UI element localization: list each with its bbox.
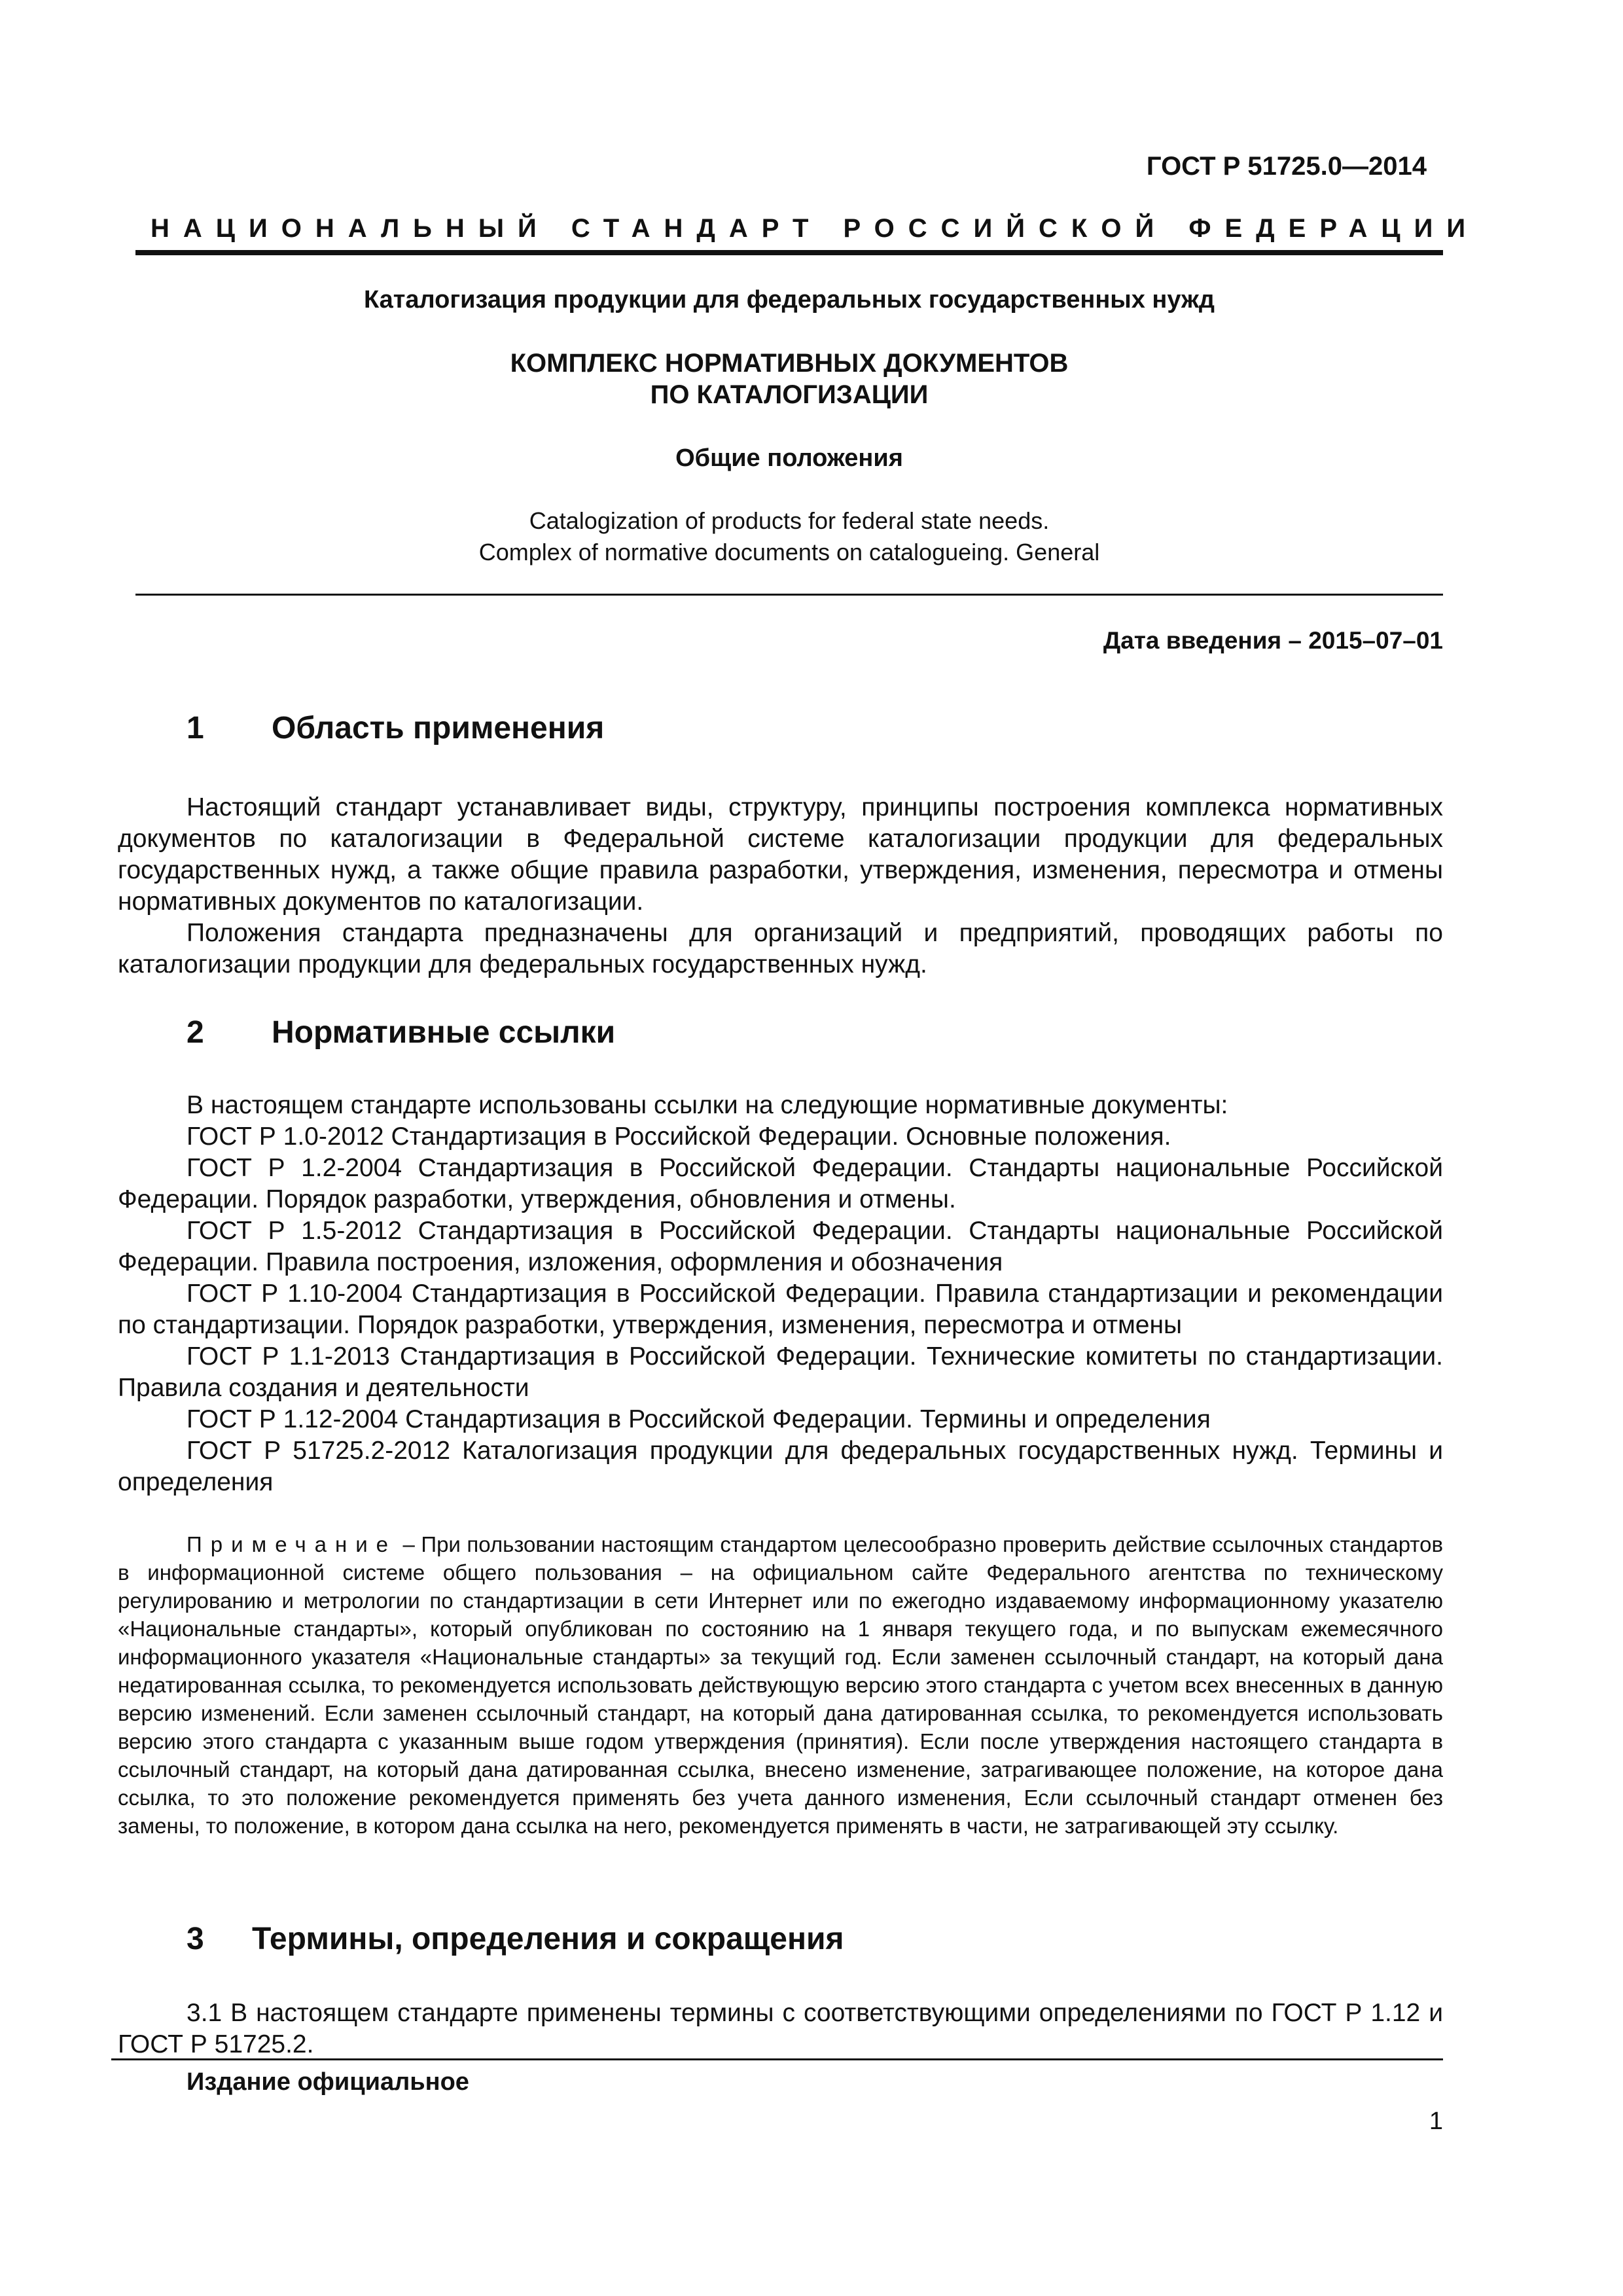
section-title: Нормативные ссылки [272, 1015, 616, 1050]
introduction-date: Дата введения – 2015–07–01 [1103, 627, 1443, 654]
paragraph: Настоящий стандарт устанавливает виды, структуру, принципы построения комплекса нормативных документов по каталогизации в Федеральной системе каталогизации продукции для федеральных государственных нужд, а также общие правила разработки, утверждения, изменения, пересмотра и отмены нормативных документов по каталогизации. [118, 793, 1443, 916]
reference-item: ГОСТ Р 1.10-2004 Стандартизация в Российской Федерации. Правила стандартизации и рекомендации по стандартизации. Порядок разработки, утверждения, изменения, пересмотра и отмены [118, 1280, 1443, 1339]
paragraph: В настоящем стандарте использованы ссылки на следующие нормативные документы: [187, 1091, 1228, 1119]
english-title [135, 505, 1443, 568]
section-number: 1 [187, 711, 204, 745]
document-title [135, 348, 1443, 410]
english-title-line1: Catalogization of products for federal state needs. [529, 507, 1050, 534]
english-title-line2: Complex of normative documents on catalogueing. General [478, 539, 1100, 565]
national-standard-banner: НАЦИОНАЛЬНЫЙ СТАНДАРТ РОССИЙСКОЙ ФЕДЕРАЦИИ [151, 214, 1480, 243]
document-title-line2: ПО КАТАЛОГИЗАЦИИ [650, 380, 929, 409]
paragraph: Положения стандарта предназначены для организаций и предприятий, проводящих работы по каталогизации продукции для федеральных государственных нужд. [118, 919, 1443, 978]
header-rule [135, 250, 1443, 255]
reference-item: ГОСТ Р 51725.2-2012 Каталогизация продукции для федеральных государственных нужд. Термины и определения [118, 1437, 1443, 1496]
note-text: – При пользовании настоящим стандартом целесообразно проверить действие ссылочных стандартов в информационной системе общего пользования – на официальном сайте Федерального агентства по техническому регулированию и метрологии по стандартизации в сети Интернет или по ежегодно издаваемому информационному указателю «Национальные стандарты», который опубликован по состоянию на 1 января текущего года, и по выпускам ежемесячного информационного указателя «Национальные стандарты» за текущий год. Если заменен ссылочный стандарт, на который дана недатированная ссылка, то рекомендуется использовать действующую версию этого стандарта с учетом всех внесенных в данную версию изменений. Если заменен ссылочный стандарт, на который дана датированная ссылка, то рекомендуется использовать версию этого стандарта с указанным выше годом утверждения (принятия). Если после утверждения настоящего стандарта в ссылочный стандарт, на который дана датированная ссылка, внесено изменение, затрагивающее положение, на которое дана ссылка, то это положение рекомендуется применять без учета данного изменения, Если ссылочный стандарт отменен без замены, то положение, в котором дана ссылка на него, рекомендуется применять в части, не затрагивающей эту ссылку. [118, 1532, 1443, 1838]
document-title-line1: КОМПЛЕКС НОРМАТИВНЫХ ДОКУМЕНТОВ [510, 349, 1069, 378]
reference-item: ГОСТ Р 1.1-2013 Стандартизация в Российской Федерации. Технические комитеты по стандартизации. Правила создания и деятельности [118, 1342, 1443, 1402]
note-paragraph [118, 1530, 1443, 1840]
document-code: ГОСТ Р 51725.0—2014 [1146, 152, 1427, 181]
document-subtitle: Каталогизация продукции для федеральных государственных нужд [363, 286, 1215, 314]
section-3-body [118, 1998, 1443, 2060]
section-number: 2 [187, 1015, 204, 1050]
reference-item: ГОСТ Р 1.0-2012 Стандартизация в Российской Федерации. Основные положения. [187, 1122, 1171, 1151]
section-1-body [118, 792, 1443, 980]
section-title: Термины, определения и сокращения [252, 1922, 844, 1956]
page-number: 1 [1429, 2108, 1443, 2135]
section-2-body [118, 1090, 1443, 1498]
note-label: Примечание [187, 1532, 397, 1556]
section-title: Область применения [272, 711, 605, 745]
paragraph: 3.1 В настоящем стандарте применены термины с соответствующими определениями по ГОСТ Р 1.12 и ГОСТ Р 51725.2. [118, 1999, 1443, 2058]
document-part-title: Общие положения [675, 444, 903, 472]
footer-rule [111, 2058, 1443, 2060]
title-rule [135, 594, 1443, 596]
reference-item: ГОСТ Р 1.12-2004 Стандартизация в Российской Федерации. Термины и определения [187, 1405, 1211, 1433]
section-number: 3 [187, 1922, 204, 1956]
edition-label: Издание официальное [187, 2068, 469, 2096]
reference-item: ГОСТ Р 1.5-2012 Стандартизация в Российской Федерации. Стандарты национальные Российской Федерации. Правила построения, изложения, оформления и обозначения [118, 1217, 1443, 1276]
reference-item: ГОСТ Р 1.2-2004 Стандартизация в Российской Федерации. Стандарты национальные Российской Федерации. Порядок разработки, утверждения, обновления и отмены. [118, 1154, 1443, 1213]
